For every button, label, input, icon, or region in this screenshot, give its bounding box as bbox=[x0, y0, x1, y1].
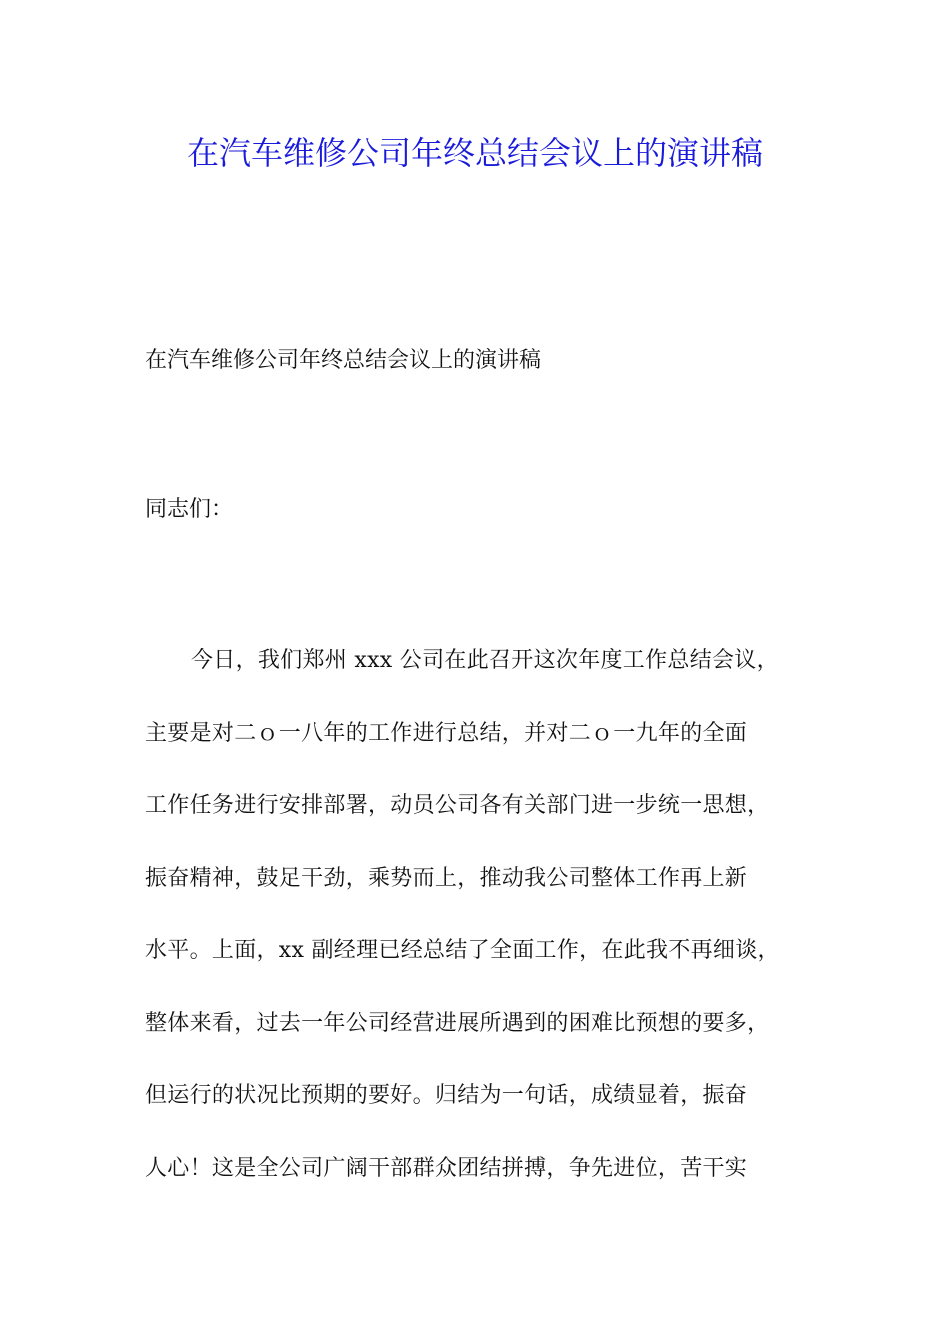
body-line: 今日，我们郑州 xxx 公司在此召开这次年度工作总结会议， bbox=[191, 648, 779, 673]
body-line: 振奋精神，鼓足干劲，乘势而上，推动我公司整体工作再上新 bbox=[145, 865, 748, 891]
page-title: 在汽车维修公司年终总结会议上的演讲稿 bbox=[186, 134, 763, 172]
body-line: 但运行的状况比预期的要好。归结为一句话，成绩显着，振奋 bbox=[145, 1083, 748, 1108]
document-subtitle: 在汽车维修公司年终总结会议上的演讲稿 bbox=[145, 348, 542, 373]
body-line: 人心！这是全公司广阔干部群众团结拼搏，争先进位，苦干实 bbox=[145, 1155, 748, 1181]
body-line: 主要是对二ｏ一八年的工作进行总结，并对二ｏ一九年的全面 bbox=[145, 720, 748, 746]
body-line: 工作任务进行安排部署，动员公司各有关部门进一步统一思想， bbox=[145, 793, 770, 818]
body-paragraph bbox=[145, 643, 825, 1223]
body-line: 整体来看，过去一年公司经营进展所遇到的困难比预想的要多， bbox=[145, 1010, 770, 1036]
body-line: 水平。上面，xx 副经理已经总结了全面工作，在此我不再细谈， bbox=[145, 938, 780, 963]
salutation: 同志们： bbox=[145, 497, 234, 522]
